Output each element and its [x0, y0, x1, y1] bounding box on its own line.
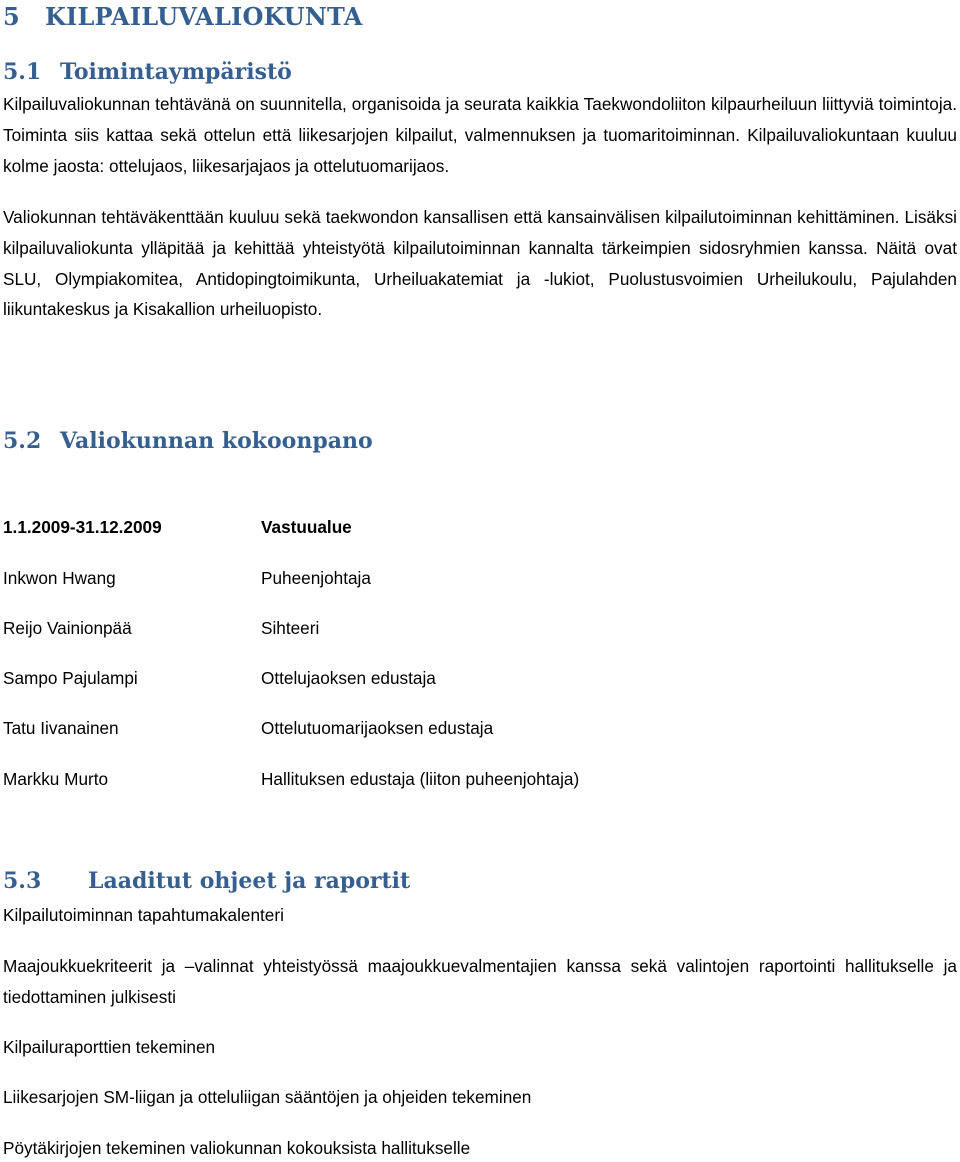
member-name: Inkwon Hwang	[3, 568, 116, 588]
table-header-row	[3, 513, 703, 541]
report-item: Pöytäkirjojen tekeminen valiokunnan kokouksista hallitukselle	[3, 1138, 471, 1158]
member-role: Ottelutuomarijaoksen edustaja	[261, 718, 494, 738]
member-name: Markku Murto	[3, 769, 109, 789]
table-row	[3, 664, 703, 692]
main-heading-title: KILPAILUVALIOKUNTA	[45, 2, 363, 31]
member-role: Ottelujaoksen edustaja	[261, 668, 436, 688]
paragraph-toimintaymparisto-2: Valiokunnan tehtäväkenttään kuuluu sekä taekwondon kansallisen että kansainvälisen kilpailutoiminnan kehittäminen. Lisäksi kilpailuvaliokunta ylläpitää ja kehittää yhteistyötä kilpailutoiminnan kannalta tärkeimpien sidosryhmien kanssa. Näitä ovat SLU, Olympiakomitea, Antidopingtoimikunta, Urheiluakatemiat ja -lukiot, Puolustusvoimien Urheilukoulu, Pajulahden liikuntakeskus ja Kisakallion urheiluopisto.	[3, 207, 957, 320]
table-row	[3, 564, 703, 592]
report-item: Kilpailutoiminnan tapahtumakalenteri	[3, 905, 284, 925]
paragraph-toimintaymparisto-1: Kilpailuvaliokunnan tehtävänä on suunnitella, organisoida ja seurata kaikkia Taekwondoliiton kilpaurheiluun liittyviä toimintoja. Toiminta siis kattaa sekä ottelun että liikesarjojen kilpailut, valmennuksen ja tuomaritoiminnan. Kilpailuvaliokuntaan kuuluu kolme jaosta: ottelujaos, liikesarjajaos ja ottelutuomarijaos.	[3, 94, 957, 176]
main-heading-number: 5	[3, 2, 20, 31]
section-title: Toimintaympäristö	[60, 59, 292, 85]
main-heading	[3, 2, 363, 31]
table-row	[3, 614, 703, 642]
table-header-responsibility: Vastuualue	[261, 517, 352, 537]
member-role: Hallituksen edustaja (liiton puheenjohtaja)	[261, 769, 580, 789]
member-role: Sihteeri	[261, 618, 320, 638]
section-title: Laaditut ohjeet ja raportit	[88, 868, 411, 894]
section-number: 5.1	[3, 59, 42, 85]
section-heading-5-1	[3, 59, 292, 85]
member-name: Reijo Vainionpää	[3, 618, 132, 638]
member-name: Tatu Iivanainen	[3, 718, 119, 738]
report-item: Liikesarjojen SM-liigan ja otteluliigan sääntöjen ja ohjeiden tekeminen	[3, 1087, 532, 1107]
section-heading-5-2	[3, 428, 373, 454]
report-item: Kilpailuraporttien tekeminen	[3, 1037, 216, 1057]
table-header-period: 1.1.2009-31.12.2009	[3, 517, 162, 537]
table-row	[3, 765, 703, 793]
member-role: Puheenjohtaja	[261, 568, 371, 588]
section-number: 5.2	[3, 428, 42, 454]
member-name: Sampo Pajulampi	[3, 668, 138, 688]
section-title: Valiokunnan kokoonpano	[60, 428, 373, 454]
table-row	[3, 714, 703, 742]
section-heading-5-3	[3, 868, 410, 894]
section-number: 5.3	[3, 868, 42, 894]
report-item: Maajoukkuekriteerit ja –valinnat yhteistyössä maajoukkuevalmentajien kanssa sekä valintojen raportointi hallitukselle ja tiedottaminen julkisesti	[3, 956, 957, 1007]
